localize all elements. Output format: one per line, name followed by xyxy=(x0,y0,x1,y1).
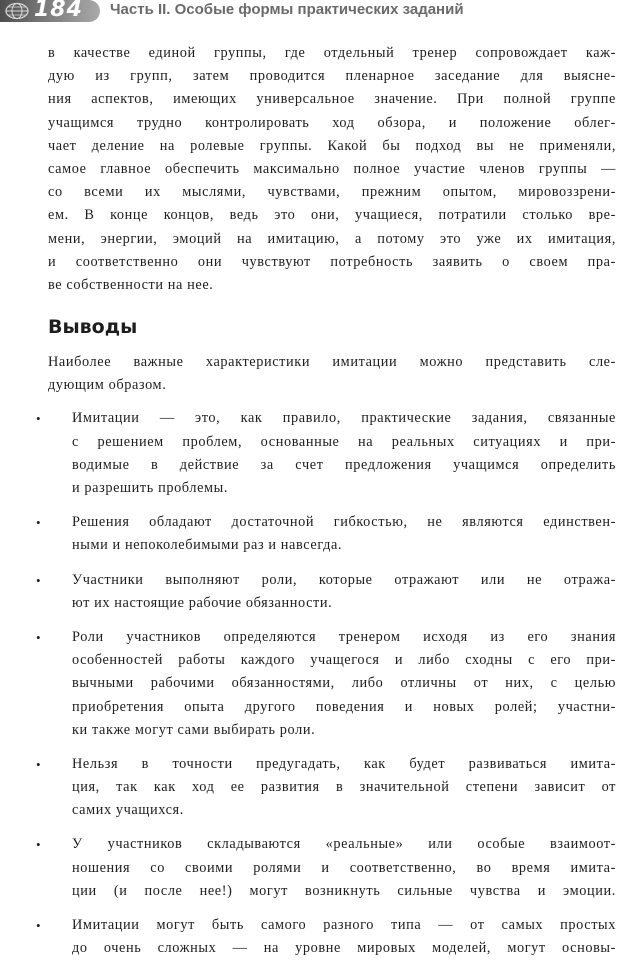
text-line: ношения со своими ролями и соответственно, во время имита- xyxy=(72,859,616,876)
text-line: приобретения опыта другого поведения и новых ролей; участни- xyxy=(72,698,616,715)
bullet-marker: • xyxy=(36,629,42,645)
text-line: ния аспектов, имеющих универсальное значение. При полной группе xyxy=(48,91,616,108)
page-header xyxy=(0,0,620,26)
text-line: ем. В конце концов, ведь это они, учащиеся, потратили столько вре- xyxy=(48,207,616,224)
page-number: 184 xyxy=(34,0,83,22)
text-line: ки также могут сами выбирать роли. xyxy=(72,721,316,738)
bullet-marker: • xyxy=(36,918,42,933)
section-intro xyxy=(48,351,616,397)
text-line: Имитации могут быть самого разного типа — от самых простых xyxy=(72,917,616,933)
text-line: Решения обладают достаточной гибкостью, не являются единствен- xyxy=(72,514,616,531)
text-line: особенностей работы каждого учащегося и либо сходны с его при- xyxy=(72,652,616,669)
bullet-marker: • xyxy=(36,837,42,853)
text-line: дую из групп, затем проводится пленарное заседание для выясне- xyxy=(48,68,616,85)
text-line: ве собственности на нее. xyxy=(48,276,214,293)
text-line: водимые в действие за счет предложения учащимся определить xyxy=(72,456,616,473)
bullet-marker: • xyxy=(36,411,42,427)
body-paragraph xyxy=(48,42,616,297)
text-line: Роли участников определяются тренером исходя из его знания xyxy=(72,628,616,645)
text-line: в качестве единой группы, где отдельный тренер сопровождает каж- xyxy=(48,45,616,61)
text-line: вычными рабочими обязанностями, либо отличны от них, с целью xyxy=(72,675,616,692)
bullet-marker: • xyxy=(36,756,42,772)
page-content xyxy=(36,42,616,971)
bullet-item xyxy=(36,569,616,615)
text-line: ция, так как ход ее развития в значительной степени зависит от xyxy=(72,779,616,796)
text-line: мени, энергии, эмоций на имитацию, а потому это уже их имитация, xyxy=(48,230,616,247)
text-line: Нельзя в точности предугадать, как будет развиваться имита- xyxy=(72,755,616,772)
text-line: дующим образом. xyxy=(48,377,167,394)
bullet-item xyxy=(36,511,616,557)
section-heading: Выводы xyxy=(48,316,138,339)
running-head: Часть II. Особые формы практических заданий xyxy=(110,1,464,18)
bullet-item xyxy=(36,626,616,742)
text-line: самое главное обеспечить максимально полное участие членов группы — xyxy=(48,160,616,177)
bullet-marker: • xyxy=(36,572,42,588)
text-line: и разрешить проблемы. xyxy=(72,480,229,496)
text-line: ными и непоколебимыми раз и навсегда. xyxy=(72,537,343,554)
text-line: Участники выполняют роли, которые отражают или не отража- xyxy=(72,571,616,588)
bullet-item xyxy=(36,833,616,903)
text-line: чает деление на ролевые группы. Какой бы подход вы не применяли, xyxy=(48,137,616,154)
text-line: с решением проблем, основанные на реальных ситуациях и при- xyxy=(72,433,616,450)
text-line: ции (и после нее!) могут возникнуть сильные чувства и эмоции. xyxy=(72,882,616,899)
text-line: учащимся трудно контролировать ход обзора, и положение облег- xyxy=(48,114,616,131)
globe-icon xyxy=(4,2,30,20)
bullet-item xyxy=(36,753,616,823)
text-line: и соответственно они чувствуют потребность заявить о своем пра- xyxy=(48,253,616,270)
text-line: самих учащихся. xyxy=(72,802,184,819)
text-line: У участников складываются «реальные» или особые взаимоот- xyxy=(72,836,616,853)
bullet-marker: • xyxy=(36,515,42,531)
text-line: со всеми их мыслями, чувствами, прежним опытом, мировоззрени- xyxy=(48,184,616,201)
page-number-badge xyxy=(0,0,100,22)
bullet-item xyxy=(36,407,616,500)
text-line: ют их настоящие рабочие обязанности. xyxy=(72,594,333,611)
text-line: Имитации — это, как правило, практические задания, связанные xyxy=(72,410,616,427)
bullet-list xyxy=(36,407,616,960)
text-line: Наиболее важные характеристики имитации можно представить сле- xyxy=(48,354,616,371)
bullet-item xyxy=(36,914,616,960)
text-line: до очень сложных — на уровне мировых моделей, могут основы- xyxy=(72,940,616,957)
